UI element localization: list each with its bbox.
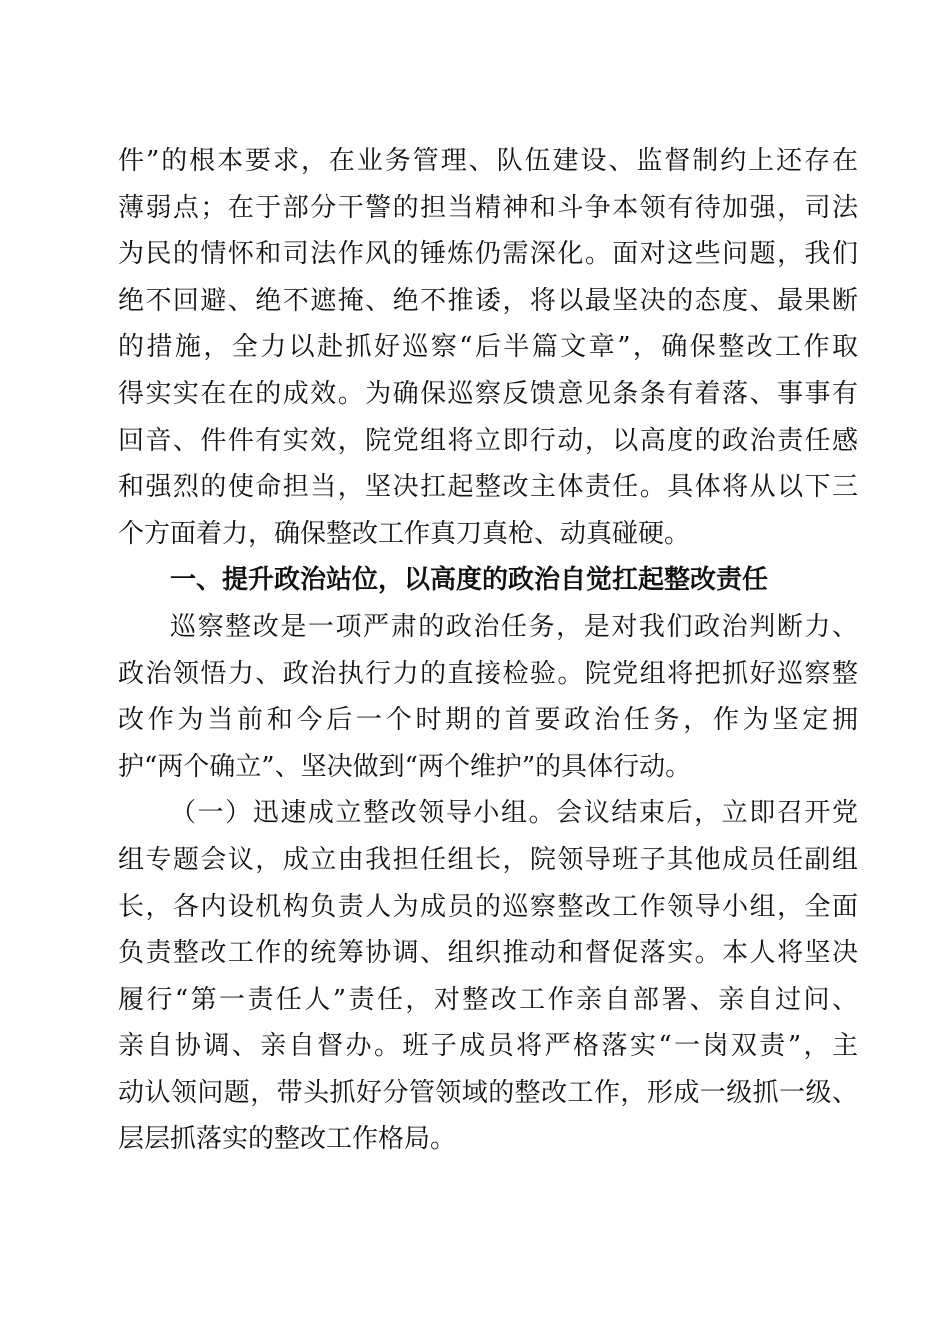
text-line: 政治领悟力、政治执行力的直接检验。院党组将把抓好巡察整 (118, 658, 858, 689)
paragraph-subsection-1 (118, 790, 858, 1163)
text-line: 长，各内设机构负责人为成员的巡察整改工作领导小组，全面 (118, 891, 858, 922)
text-line: 得实实在在的成效。为确保巡察反馈意见条条有着落、事事有 (118, 378, 858, 409)
text-line: 的措施，全力以赴抓好巡察“后半篇文章”，确保整改工作取 (118, 332, 858, 363)
text-line: 为民的情怀和司法作风的锤炼仍需深化。面对这些问题，我们 (118, 239, 858, 270)
text-line: 件”的根本要求，在业务管理、队伍建设、监督制约上还存在 (118, 146, 858, 176)
text-line: 动认领问题，带头抓好分管领域的整改工作，形成一级抓一级、 (118, 1077, 858, 1108)
text-line: 履行“第一责任人”责任，对整改工作亲自部署、亲自过问、 (118, 984, 858, 1015)
text-line: 绝不回避、绝不遮掩、绝不推诿，将以最坚决的态度、最果断 (118, 285, 858, 316)
text-line: 巡察整改是一项严肃的政治任务，是对我们政治判断力、 (170, 611, 858, 642)
text-line: 薄弱点；在于部分干警的担当精神和斗争本领有待加强，司法 (118, 192, 858, 223)
text-line: 回音、件件有实效，院党组将立即行动，以高度的政治责任感 (118, 425, 858, 456)
text-line: 护“两个确立”、坚决做到“两个维护”的具体行动。 (118, 751, 692, 782)
document-body (118, 138, 858, 1163)
paragraph-continued (118, 138, 858, 557)
text-line: （一）迅速成立整改领导小组。会议结束后，立即召开党 (170, 798, 858, 829)
paragraph-section-intro (118, 604, 858, 790)
text-line: 个方面着力，确保整改工作真刀真枪、动真碰硬。 (118, 518, 691, 549)
text-line: 亲自协调、亲自督办。班子成员将严格落实“一岗双责”，主 (118, 1031, 858, 1062)
text-line: 组专题会议，成立由我担任组长，院领导班子其他成员任副组 (118, 844, 858, 875)
section-heading: 一、提升政治站位，以高度的政治自觉扛起整改责任 (170, 565, 769, 596)
text-line: 层层抓落实的整改工作格局。 (118, 1124, 457, 1155)
text-line: 改作为当前和今后一个时期的首要政治任务，作为坚定拥 (118, 705, 858, 736)
text-line: 负责整改工作的统筹协调、组织推动和督促落实。本人将坚决 (118, 938, 858, 969)
text-line: 和强烈的使命担当，坚决扛起整改主体责任。具体将从以下三 (118, 472, 858, 503)
